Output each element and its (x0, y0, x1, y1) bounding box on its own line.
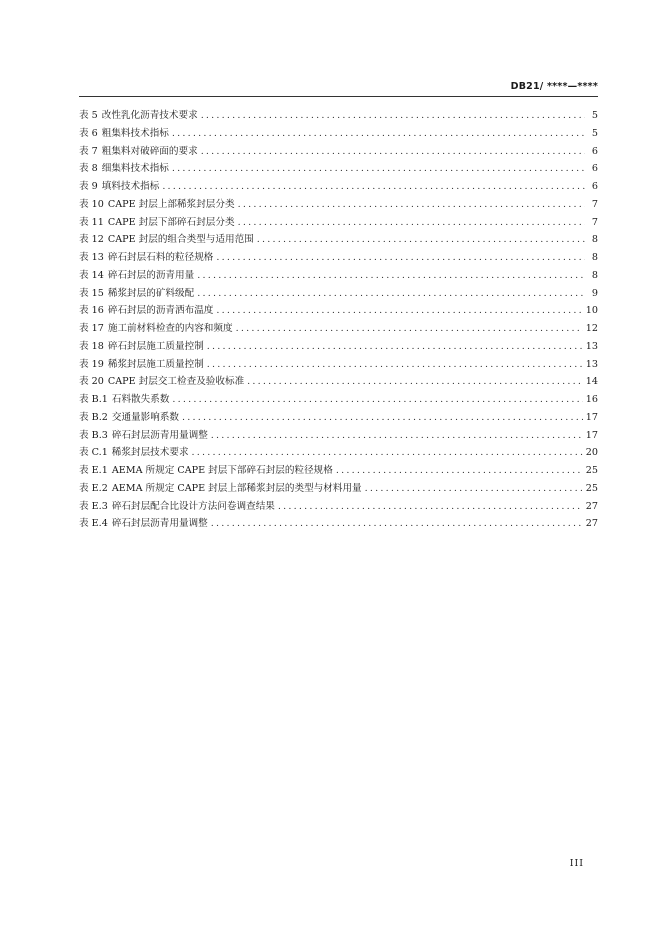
toc-entry-title: 碎石封层沥青用量调整 (111, 429, 208, 441)
toc-entry-title: CAPE 封层交工检查及验收标准 (107, 376, 245, 388)
toc-dot-leader (207, 341, 583, 352)
toc-entry[interactable] (79, 231, 598, 249)
toc-entry-page: 5 (591, 127, 598, 139)
toc-entry[interactable] (79, 178, 598, 196)
toc-entry-label: 表 5 (79, 110, 98, 121)
toc-entry-label: 表 14 (79, 269, 104, 281)
toc-entry[interactable] (79, 196, 598, 214)
toc-entry-label: 表 11 (79, 216, 104, 228)
toc-entry-title: 稀浆封层施工质量控制 (107, 358, 204, 370)
toc-entry[interactable] (79, 267, 598, 285)
toc-entry[interactable] (79, 107, 598, 125)
toc-entry-page: 7 (591, 216, 598, 228)
toc-entry-title: 改性乳化沥青技术要求 (101, 110, 198, 121)
toc-dot-leader (172, 128, 585, 139)
toc-dot-leader (192, 447, 583, 458)
toc-entry-title: 碎石封层的沥青洒布温度 (107, 305, 214, 317)
toc-entry-page: 25 (585, 482, 598, 494)
toc-entry-title: CAPE 封层下部碎石封层分类 (107, 216, 235, 228)
document-code: DB21/ ****—**** (510, 81, 598, 92)
toc-dot-leader (278, 501, 583, 512)
toc-entry-title: 粗集料对破碎面的要求 (101, 145, 198, 157)
toc-dot-leader (182, 412, 583, 423)
toc-entry-label: 表 19 (79, 358, 104, 370)
toc-dot-leader (216, 252, 585, 263)
toc-dot-leader (238, 217, 585, 228)
toc-entry-label: 表 E.4 (79, 518, 108, 530)
toc-entry-label: 表 E.1 (79, 465, 108, 476)
toc-dot-leader (207, 359, 583, 370)
toc-entry-page: 20 (585, 447, 598, 459)
toc-entry-title: 碎石封层的沥青用量 (107, 269, 195, 281)
toc-entry-title: AEMA 所规定 CAPE 封层上部稀浆封层的类型与材料用量 (111, 482, 362, 494)
toc-entry-title: 石料散失系数 (111, 394, 170, 405)
toc-dot-leader (172, 394, 582, 405)
toc-entry-page: 17 (585, 411, 598, 423)
toc-entry[interactable] (79, 462, 598, 480)
toc-entry-page: 8 (591, 269, 598, 281)
toc-entry[interactable] (79, 214, 598, 232)
toc-entry-title: 施工前材料检查的内容和频度 (107, 323, 233, 334)
toc-entry-label: 表 6 (79, 127, 98, 139)
toc-entry[interactable] (79, 160, 598, 178)
toc-entry-title: 填料技术指标 (101, 181, 160, 192)
toc-dot-leader (197, 270, 585, 281)
toc-entry-title: 交通量影响系数 (111, 411, 180, 423)
toc-entry-page: 8 (591, 252, 598, 263)
toc-entry[interactable] (79, 515, 598, 533)
toc-entry-label: 表 20 (79, 376, 104, 388)
toc-entry-page: 7 (591, 198, 598, 210)
toc-entry-title: 稀浆封层技术要求 (111, 447, 189, 459)
toc-entry[interactable] (79, 249, 598, 267)
toc-entry-label: 表 C.1 (79, 447, 108, 459)
toc-entry-title: 碎石封层石料的粒径规格 (107, 252, 214, 263)
page-number: III (569, 858, 584, 869)
toc-entry-page: 9 (591, 287, 598, 299)
header-rule (79, 96, 598, 97)
toc-entry-label: 表 16 (79, 305, 104, 317)
toc-dot-leader (336, 465, 583, 476)
toc-entry-title: 碎石封层施工质量控制 (107, 340, 204, 352)
toc-dot-leader (172, 163, 585, 174)
toc-dot-leader (247, 376, 583, 387)
toc-entry-label: 表 B.3 (79, 429, 108, 441)
toc-entry[interactable] (79, 125, 598, 143)
toc-entry-label: 表 7 (79, 145, 98, 157)
toc-entry-label: 表 18 (79, 340, 104, 352)
toc-entry-page: 14 (585, 376, 598, 388)
toc-entry-page: 25 (585, 465, 598, 476)
toc-entry-page: 27 (585, 500, 598, 512)
toc-entry[interactable] (79, 444, 598, 462)
toc-entry[interactable] (79, 302, 598, 320)
toc-entry[interactable] (79, 391, 598, 409)
toc-entry[interactable] (79, 409, 598, 427)
toc-entry-title: AEMA 所规定 CAPE 封层下部碎石封层的粒径规格 (111, 465, 333, 476)
toc-entry-page: 6 (591, 163, 598, 175)
toc-entry-label: 表 8 (79, 163, 98, 175)
toc-entry-page: 8 (591, 234, 598, 246)
toc-entry-page: 17 (585, 429, 598, 441)
toc-dot-leader (211, 430, 583, 441)
toc-entry[interactable] (79, 427, 598, 445)
toc-entry[interactable] (79, 373, 598, 391)
toc-entry[interactable] (79, 338, 598, 356)
toc-entry-label: 表 E.2 (79, 482, 108, 494)
toc-entry[interactable] (79, 320, 598, 338)
toc-entry[interactable] (79, 480, 598, 498)
toc-dot-leader (236, 323, 583, 334)
toc-entry-label: 表 B.2 (79, 411, 108, 423)
toc-entry-page: 5 (591, 110, 598, 121)
toc-entry-title: CAPE 封层上部稀浆封层分类 (107, 198, 235, 210)
toc-dot-leader (211, 518, 583, 529)
toc-dot-leader (197, 288, 585, 299)
toc-entry-label: 表 9 (79, 181, 98, 192)
toc-entry-label: 表 12 (79, 234, 104, 246)
toc-entry-page: 13 (585, 340, 598, 352)
toc-entry[interactable] (79, 356, 598, 374)
toc-entry-page: 6 (591, 181, 598, 192)
toc-entry-label: 表 10 (79, 198, 104, 210)
toc-dot-leader (257, 234, 585, 245)
toc-entry[interactable] (79, 498, 598, 516)
toc-dot-leader (238, 199, 585, 210)
toc-dot-leader (162, 181, 585, 192)
toc-entry-title: 细集料技术指标 (101, 163, 169, 175)
toc-entry-page: 16 (585, 394, 598, 405)
toc-entry-page: 13 (585, 358, 598, 370)
toc-entry-page: 6 (591, 145, 598, 157)
toc-entry[interactable] (79, 143, 598, 161)
toc-entry-page: 10 (585, 305, 598, 317)
toc-entry-title: 稀浆封层的矿料级配 (107, 287, 195, 299)
toc-dot-leader (201, 146, 585, 157)
toc-entry-label: 表 15 (79, 287, 104, 299)
table-of-contents (79, 107, 598, 533)
toc-dot-leader (365, 483, 583, 494)
toc-entry-label: 表 E.3 (79, 500, 108, 512)
toc-entry-label: 表 13 (79, 252, 104, 263)
toc-entry-title: 碎石封层沥青用量调整 (111, 518, 208, 530)
toc-dot-leader (216, 305, 582, 316)
toc-entry-title: CAPE 封层的组合类型与适用范围 (107, 234, 254, 246)
toc-dot-leader (201, 110, 585, 121)
toc-entry-page: 27 (585, 518, 598, 530)
toc-entry[interactable] (79, 285, 598, 303)
toc-entry-label: 表 B.1 (79, 394, 108, 405)
toc-entry-label: 表 17 (79, 323, 104, 334)
toc-entry-title: 碎石封层配合比设计方法问卷调查结果 (111, 500, 275, 512)
toc-entry-title: 粗集料技术指标 (101, 127, 169, 139)
toc-entry-page: 12 (585, 323, 598, 334)
